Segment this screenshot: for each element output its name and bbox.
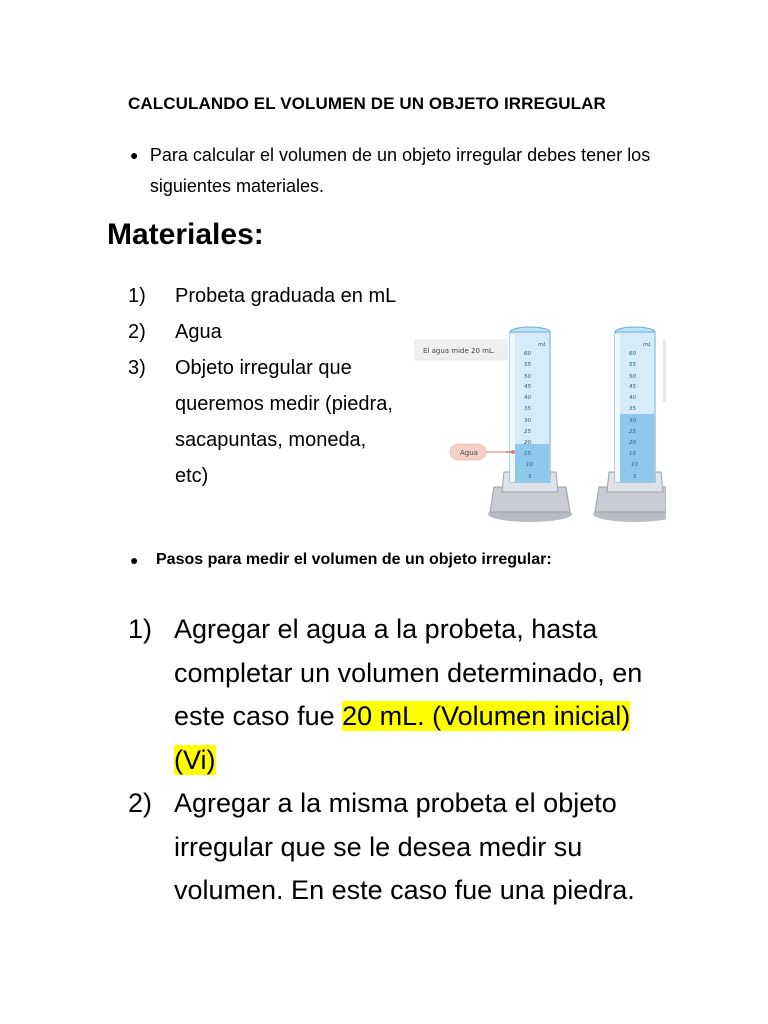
scale-tick: 60 xyxy=(524,351,531,357)
scale-tick: 20 xyxy=(524,440,531,446)
list-item xyxy=(128,782,648,913)
callout-text: Agua xyxy=(460,449,478,457)
scale-tick: 50 xyxy=(629,374,636,380)
scale-tick: 35 xyxy=(629,406,636,412)
scale-tick: 45 xyxy=(629,384,636,390)
scale-tick: 35 xyxy=(524,406,531,412)
scale-tick: 60 xyxy=(629,351,636,357)
scale-tick: 5 xyxy=(633,474,637,480)
document-title: CALCULANDO EL VOLUMEN DE UN OBJETO IRREGULAR xyxy=(128,94,606,113)
step-text: Agregar a la misma probeta el objeto irregular que se le desea medir su volumen. En este caso fue una piedra. xyxy=(174,788,635,905)
highlighted-text: 20 mL. (Volumen inicial) (Vi) xyxy=(174,701,631,775)
list-number: 2) xyxy=(128,788,153,818)
scale-tick: 5 xyxy=(528,474,532,480)
step-text xyxy=(174,608,648,782)
scale-tick: 30 xyxy=(629,418,636,424)
unit-label: mL xyxy=(643,342,652,348)
scale-tick: 50 xyxy=(524,374,531,380)
scale-tick: 25 xyxy=(629,429,636,435)
step-text-plain: Agregar el agua a la probeta, hasta completar un volumen determinado, en este caso fue xyxy=(174,614,643,731)
list-number: 3) xyxy=(128,357,146,379)
scale-tick: 45 xyxy=(524,384,531,390)
steps-bullet xyxy=(130,544,552,576)
scale-tick: 15 xyxy=(629,451,636,457)
materials-list xyxy=(128,278,398,494)
list-item xyxy=(128,278,398,314)
intro-text: Para calcular el volumen de un objeto irregular debes tener los siguientes materiales. xyxy=(149,145,651,196)
scale-tick: 55 xyxy=(524,362,531,368)
callout-water-measure xyxy=(415,340,507,360)
callout-text: El agua mide 20 mL. xyxy=(423,347,496,355)
list-text: Objeto irregular que queremos medir (piedra, sacapuntas, moneda, etc) xyxy=(175,357,393,487)
list-text: Probeta graduada en mL xyxy=(175,285,397,307)
scale-tick: 15 xyxy=(524,451,531,457)
bullet-icon: ● xyxy=(130,147,139,163)
list-item xyxy=(128,314,398,350)
list-item xyxy=(128,350,398,494)
scale-tick: 10 xyxy=(526,462,533,468)
list-number: 1) xyxy=(128,614,153,644)
scale-tick: 10 xyxy=(631,462,638,468)
scale-tick: 20 xyxy=(629,440,636,446)
steps-heading: Pasos para medir el volumen de un objeto irregular: xyxy=(156,551,552,568)
steps-list xyxy=(128,608,648,913)
scale-tick: 30 xyxy=(524,418,531,424)
scale-tick: 55 xyxy=(629,362,636,368)
list-item xyxy=(128,608,648,782)
callout-water-label xyxy=(450,444,506,460)
unit-label: mL xyxy=(538,342,547,348)
list-text: Agua xyxy=(175,321,222,343)
materials-heading: Materiales: xyxy=(107,218,264,251)
list-number: 1) xyxy=(128,285,146,307)
scale-tick: 40 xyxy=(524,395,531,401)
graduated-cylinders-illustration xyxy=(410,322,666,524)
scale-tick: 25 xyxy=(524,429,531,435)
bullet-icon: ● xyxy=(130,552,139,568)
scale-tick: 40 xyxy=(629,395,636,401)
intro-bullet xyxy=(130,140,670,202)
list-number: 2) xyxy=(128,321,146,343)
